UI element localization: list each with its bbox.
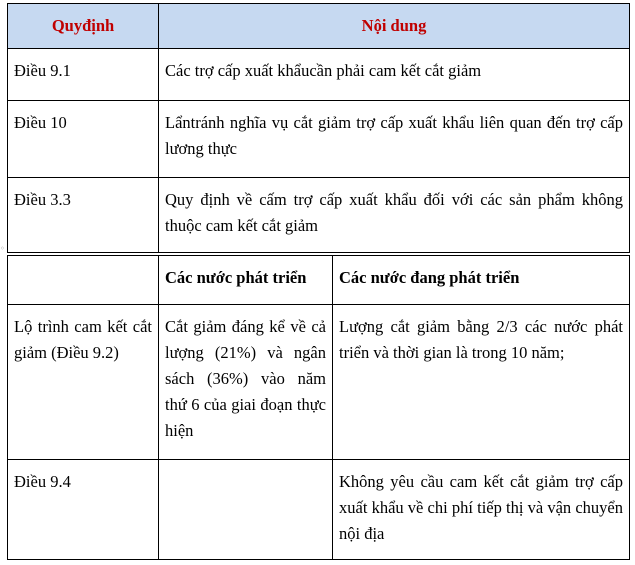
header-rule: Quyđịnh bbox=[8, 4, 159, 49]
rules-table bbox=[7, 3, 630, 253]
header-blank bbox=[8, 256, 159, 305]
table-row bbox=[8, 101, 630, 178]
rule-cell: Điều 10 bbox=[8, 101, 159, 178]
schedule-table bbox=[7, 255, 630, 560]
anchor-marker-icon: ◦ bbox=[0, 244, 5, 253]
rule-cell: Lộ trình cam kết cắt giảm (Điều 9.2) bbox=[8, 305, 159, 460]
developed-cell: Cắt giảm đáng kể về cả lượng (21%) và ngân sách (36%) vào năm thứ 6 của giai đoạn thực hiện bbox=[159, 305, 333, 460]
header-developed: Các nước phát triển bbox=[159, 256, 333, 305]
table-row bbox=[8, 305, 630, 460]
header-content: Nội dung bbox=[159, 4, 630, 49]
rule-cell: Điều 9.4 bbox=[8, 460, 159, 560]
developed-cell bbox=[159, 460, 333, 560]
table-header-row bbox=[8, 256, 630, 305]
content-cell: Các trợ cấp xuất khẩucần phải cam kết cắt giảm bbox=[159, 49, 630, 101]
rule-cell: Điều 3.3 bbox=[8, 178, 159, 253]
table-header-row bbox=[8, 4, 630, 49]
content-cell: Lẩntránh nghĩa vụ cắt giảm trợ cấp xuất khẩu liên quan đến trợ cấp lương thực bbox=[159, 101, 630, 178]
header-developing: Các nước đang phát triển bbox=[333, 256, 630, 305]
table-row bbox=[8, 49, 630, 101]
content-cell: Quy định về cấm trợ cấp xuất khẩu đối với các sản phẩm không thuộc cam kết cắt giảm bbox=[159, 178, 630, 253]
table-row bbox=[8, 178, 630, 253]
table-row bbox=[8, 460, 630, 560]
developing-cell: Lượng cắt giảm bằng 2/3 các nước phát triển và thời gian là trong 10 năm; bbox=[333, 305, 630, 460]
rule-cell: Điều 9.1 bbox=[8, 49, 159, 101]
developing-cell: Không yêu cầu cam kết cắt giảm trợ cấp xuất khẩu về chi phí tiếp thị và vận chuyển nội địa bbox=[333, 460, 630, 560]
